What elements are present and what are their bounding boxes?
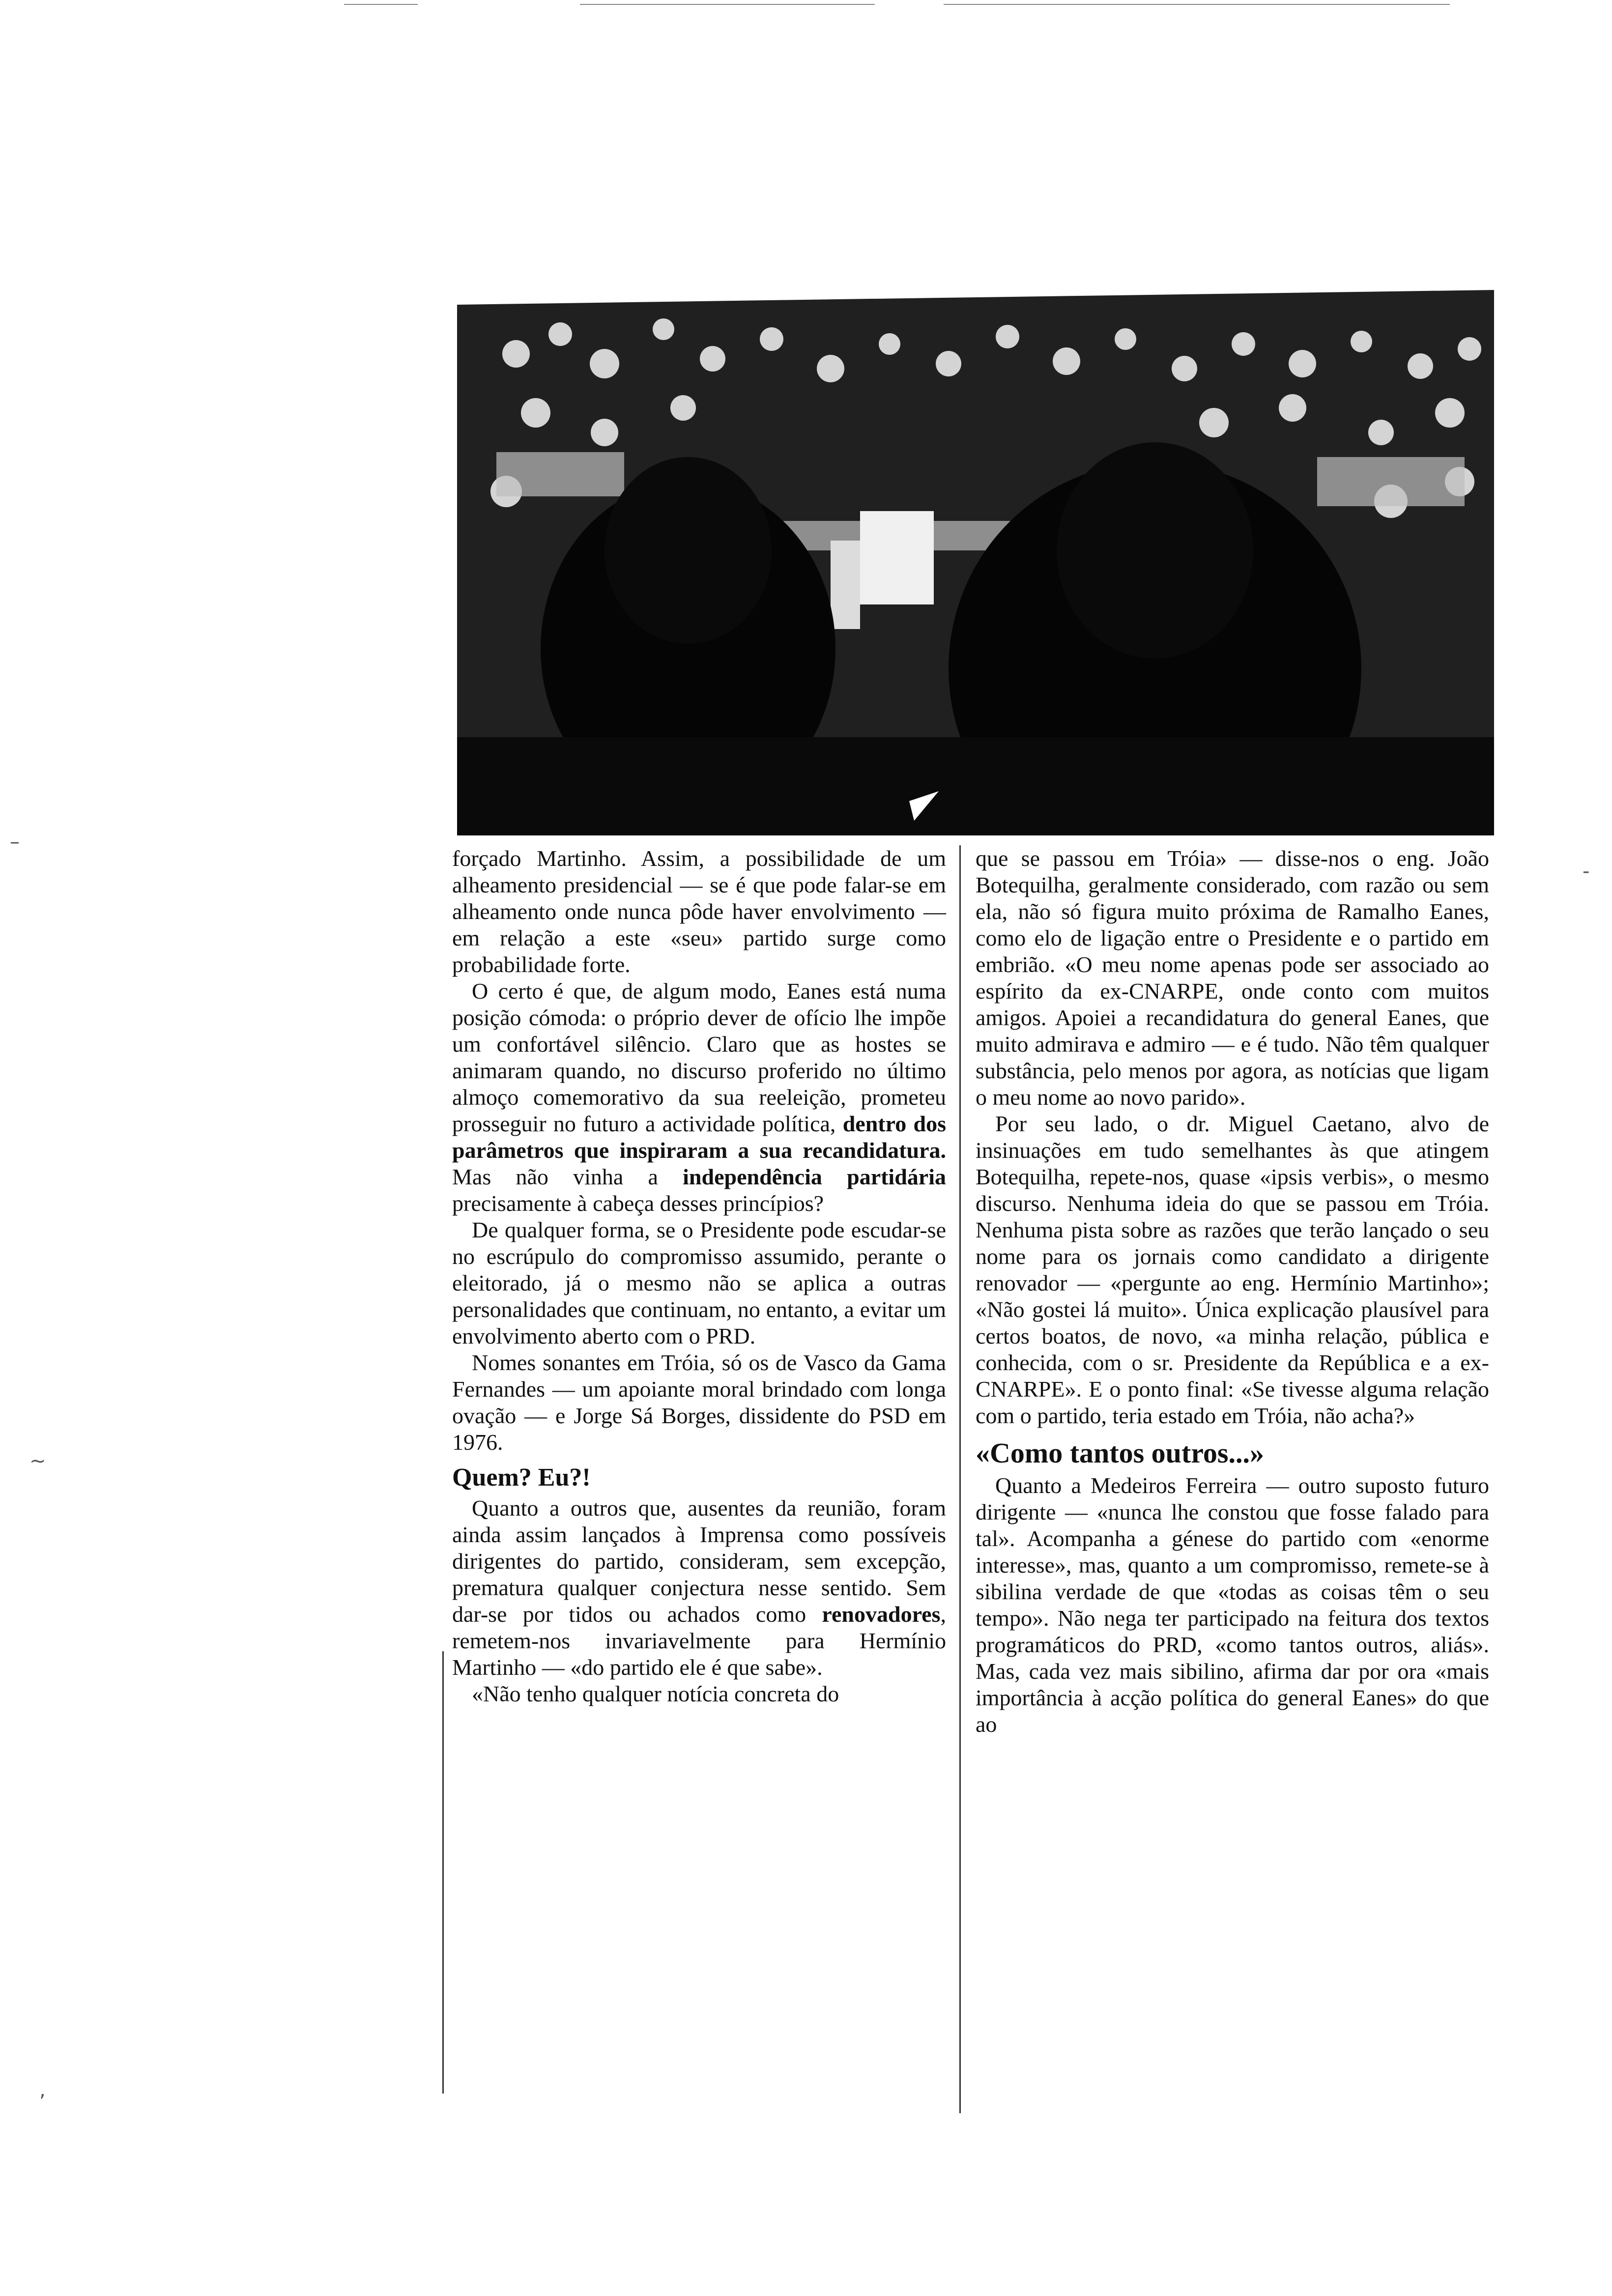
scan-edge-mark: , bbox=[39, 2079, 46, 2101]
section-heading: Quem? Eu?! bbox=[452, 1464, 591, 1492]
paragraph: Quanto a Medeiros Ferreira — outro suposto futuro dirigente — «nunca lhe constou que fosse falado para tal». Acompanha a génese do partido com «enorme interesse», mas, quanto a um compromisso, remete-se à sibilina verdade de que «todas as coisas têm o seu tempo». Não nega ter participado na feitura dos textos programáticos do PRD, «como tantos outros, aliás». Mas, cada vez mais sibilino, afirma dar por ora «mais importância à acção política do general Eanes» do que ao bbox=[976, 1473, 1489, 1737]
article-column-left bbox=[452, 845, 946, 1707]
scan-edge-mark bbox=[580, 4, 875, 5]
scan-edge-mark: ~ bbox=[29, 1450, 46, 1472]
scan-edge-mark: – bbox=[10, 831, 20, 853]
crowd-photo-icon bbox=[457, 246, 1494, 835]
column-margin-bar bbox=[442, 1651, 444, 2094]
paragraph: Nomes sonantes em Tróia, só os de Vasco da Gama Fernandes — um apoiante moral brindado com longa ovação — e Jorge Sá Borges, dissidente do PSD em 1976. bbox=[452, 1350, 946, 1455]
paragraph: Por seu lado, o dr. Miguel Caetano, alvo de insinuações em tudo semelhantes às que atingem Botequilha, repete-nos, quase «ipsis verbis», o mesmo discurso. Nenhuma ideia do que se passou em Tróia. Nenhuma pista sobre as razões que terão lançado o seu nome para os jornais como candidato a dirigente renovador — «pergunte ao eng. Hermínio Martinho»; «Não gostei lá muito». Única explicação plausível para certos boatos, de novo, «a minha relação, pública e conhecida, com o sr. Presidente da República e a ex-CNARPE». E o ponto final: «Se tivesse alguma relação com o partido, teria estado em Tróia, não acha?» bbox=[976, 1111, 1489, 1428]
paragraph: O certo é que, de algum modo, Eanes está numa posição cómoda: o próprio dever de ofício lhe impõe um confortável silêncio. Claro que as hostes se animaram quando, no discurso proferido no último almoço comemorativo da sua reeleição, prometeu prosseguir no futuro a actividade política, dentro dos parâmetros que inspiraram a sua recandidatura. Mas não vinha a independência partidária precisamente à cabeça desses princípios? bbox=[452, 978, 946, 1216]
scan-edge-mark bbox=[344, 4, 418, 5]
column-divider bbox=[959, 845, 961, 2113]
paragraph: forçado Martinho. Assim, a possibilidade de um alheamento presidencial — se é que pode falar-se em alheamento onde nunca pôde haver envolvimento — em relação a este «seu» partido surge como probabilidade forte. bbox=[452, 846, 946, 977]
crowd-photo bbox=[457, 246, 1494, 835]
paragraph: que se passou em Tróia» — disse-nos o eng. João Botequilha, geralmente considerado, com razão ou sem ela, não só figura muito próxima de Ramalho Eanes, como elo de ligação entre o Presidente e o partido em embrião. «O meu nome apenas pode ser associado ao espírito da ex-CNARPE, onde conto com muitos amigos. Apoiei a recandidatura do general Eanes, que muito admirava e admiro — e é tudo. Não têm qualquer substância, pelo menos por agora, as notícias que ligam o meu nome ao novo parido». bbox=[976, 846, 1489, 1110]
paragraph: De qualquer forma, se o Presidente pode escudar-se no escrúpulo do compromisso assumido, perante o eleitorado, já o mesmo não se aplica a outras personalidades que continuam, no entanto, a evitar um envolvimento aberto com o PRD. bbox=[452, 1217, 946, 1349]
scan-edge-mark: - bbox=[1583, 860, 1590, 883]
scan-edge-mark bbox=[944, 4, 1450, 5]
section-heading: «Como tantos outros...» bbox=[976, 1437, 1264, 1469]
article-column-right bbox=[976, 845, 1489, 1738]
paragraph: Quanto a outros que, ausentes da reunião, foram ainda assim lançados à Imprensa como possíveis dirigentes do partido, consideram, sem excepção, prematura qualquer conjectura nesse sentido. Sem dar-se por tidos ou achados como renovadores, remetem-nos invariavelmente para Hermínio Martinho — «do partido ele é que sabe». bbox=[452, 1495, 946, 1680]
paragraph: «Não tenho qualquer notícia concreta do bbox=[472, 1681, 839, 1706]
